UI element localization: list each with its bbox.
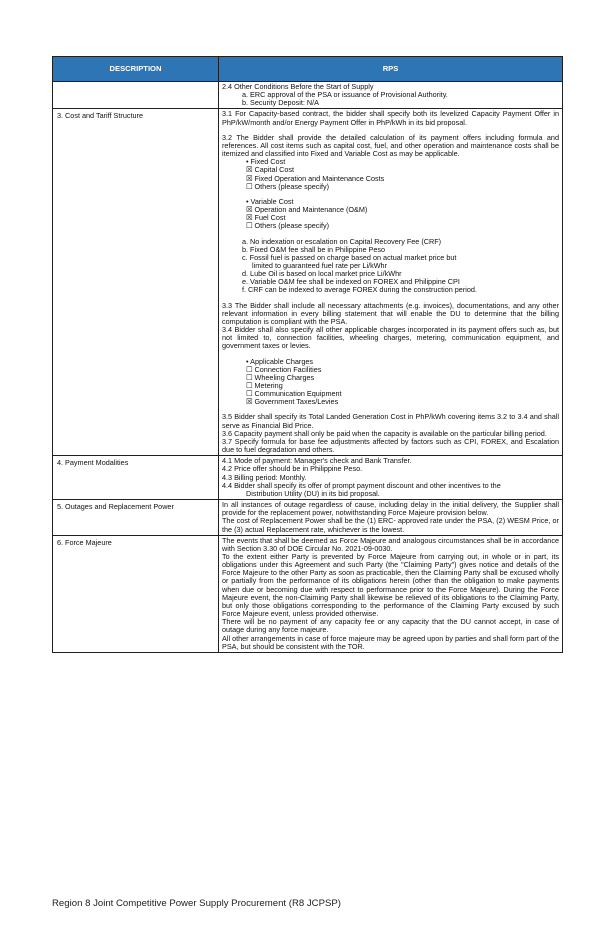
checkbox-item: ☐ Metering (246, 381, 283, 390)
note-item: d. Lube Oil is based on local market price Li/kWhr (242, 269, 402, 279)
condition-item: b. Security Deposit: N/A (242, 98, 319, 108)
row-description: 4. Payment Modalities (53, 456, 219, 500)
paragraph-3-6: 3.6 Capacity payment shall only be paid when the capacity is available on the particular billing period. (222, 428, 547, 438)
fixed-cost-heading: • Fixed Cost (246, 157, 286, 167)
document-page (52, 56, 562, 653)
checkbox-item: ☐ Wheeling Charges (246, 372, 315, 382)
table-row (53, 109, 563, 456)
replacement-cost-paragraph: The cost of Replacement Power shall be the (1) ERC- approved rate under the PSA, (2) WESM Price, or the (3) actual Replacement rate, whichever is the lowest. (222, 516, 559, 534)
row-description-empty (53, 82, 219, 109)
header-rps: RPS (219, 57, 563, 82)
note-item: b. Fixed O&M fee shall be in Philippine Peso (242, 244, 386, 254)
note-item: a. No indexation or escalation on Capital Recovery Fee (CRF) (242, 236, 442, 246)
row-content (219, 535, 563, 652)
rps-table (52, 56, 563, 653)
table-row (53, 456, 563, 500)
note-item: f. CRF can be indexed to average FOREX during the construction period. (242, 285, 477, 295)
paragraph-3-2: 3.2 The Bidder shall provide the detailed calculation of its payment offers including formula and references. All cost items such as capital cost, fuel, and other operation and maintenance costs shall be itemized and classified into Fixed and Variable Cost as may be applicable. (222, 132, 559, 159)
outage-paragraph: In all instances of outage regardless of cause, including delay in the initial delivery, the Supplier shall provide for the replacement power, notwithstanding Force Majeure provision below. (222, 500, 559, 518)
force-majeure-paragraph: There will be no payment of any capacity fee or any capacity that the DU cannot accept, in case of outage during any force majeure. (222, 617, 559, 635)
checkbox-item: ☐ Connection Facilities (246, 364, 322, 374)
page-footer: Region 8 Joint Competitive Power Supply Procurement (R8 JCPSP) (52, 898, 342, 909)
payment-item: 4.3 Billing period: Monthly. (222, 472, 307, 482)
checkbox-item: ☒ Fuel Cost (246, 213, 286, 223)
paragraph-3-4: 3.4 Bidder shall also specify all other applicable charges incorporated in its payment offers such as, but not limited to, connection facilities, wheeling charges, metering, communication equipment, and government taxes or levies. (222, 325, 559, 351)
force-majeure-paragraph: The events that shall be deemed as Force Majeure and analogous circumstances shall be in accordance with Section 3.30 of DOE Circular No. 2021-09-0030. (222, 535, 559, 553)
checkbox-item: ☒ Government Taxes/Levies (246, 397, 339, 407)
payment-item: 4.2 Price offer should be in Philippine Peso. (222, 464, 363, 474)
note-item: limited to guaranteed fuel rate per Li/kWhr (252, 260, 387, 270)
table-header-row (53, 57, 563, 82)
force-majeure-paragraph: To the extent either Party is prevented by Force Majeure from carrying out, in whole or in part, its obligations under this Agreement and such Party (the "Claiming Party") gives notice and details of the Force Majeure to the other Party as soon as practicable, then the Claiming Party shall be excused wholly or partially from the performance of its obligations herein (other than the obligation to make payments when due or becoming due with respect to performance prior to the Force Majeure). During the Force Majeure event, the non-Claiming Party shall likewise be relieved of its obligations to the Claiming Party, but only those obligations corresponding to the performance of the Claiming Party excused by such Force Majeure event, unless provided otherwise. (222, 551, 559, 619)
checkbox-item: ☐ Others (please specify) (246, 221, 330, 231)
table-row (53, 82, 563, 109)
row-description: 3. Cost and Tariff Structure (53, 109, 219, 456)
row-content (219, 82, 563, 109)
note-item: c. Fossil fuel is passed on charge based on actual market price but (242, 252, 457, 262)
force-majeure-paragraph: All other arrangements in case of force majeure may be agreed upon by parties and shall form part of the PSA, but should be consistent with the TOR. (222, 633, 559, 651)
checkbox-item: ☒ Capital Cost (246, 165, 295, 175)
checkbox-item: ☒ Fixed Operation and Maintenance Costs (246, 173, 385, 183)
paragraph-3-3: 3.3 The Bidder shall include all necessary attachments (e.g. invoices), documentations, and any other relevant information in every billing statement that will enable the DU to determine that the billing computation is compliant with the PSA. (222, 300, 559, 326)
note-item: e. Variable O&M fee shall be indexed on FOREX and Philippine CPI (242, 277, 460, 287)
condition-item: a. ERC approval of the PSA or issuance of Provisional Authority. (242, 90, 448, 100)
paragraph-3-5: 3.5 Bidder shall specify its Total Landed Generation Cost in PhP/kWh covering items 3.2 to 3.4 and shall serve as Financial Bid Price. (222, 412, 559, 430)
payment-item: 4.1 Mode of payment: Manager's check and Bank Transfer. (222, 456, 412, 466)
payment-item-continuation: Distribution Utility (DU) in its bid proposal. (246, 488, 380, 498)
condition-heading: 2.4 Other Conditions Before the Start of Supply (222, 82, 374, 91)
applicable-charges-heading: • Applicable Charges (246, 356, 314, 366)
checkbox-item: ☐ Others (please specify) (246, 181, 330, 191)
header-description: DESCRIPTION (53, 57, 219, 82)
row-content (219, 109, 563, 456)
payment-item: 4.4 Bidder shall specify its offer of prompt payment discount and other incentives to the (222, 480, 501, 490)
table-row (53, 500, 563, 536)
paragraph-3-1: 3.1 For Capacity-based contract, the bidder shall specify both its levelized Capacity Payment Offer in PhP/kW/month and/or Energy Payment Offer in PhP/kWh in its bid proposal. (222, 109, 559, 127)
checkbox-item: ☐ Communication Equipment (246, 389, 342, 399)
row-description: 5. Outages and Replacement Power (53, 500, 219, 536)
checkbox-item: ☒ Operation and Maintenance (O&M) (246, 205, 368, 215)
row-description: 6. Force Majeure (53, 535, 219, 652)
table-row (53, 535, 563, 652)
row-content (219, 500, 563, 536)
variable-cost-heading: • Variable Cost (246, 196, 294, 206)
paragraph-3-7: 3.7 Specify formula for base fee adjustments affected by factors such as CPI, FOREX, and Escalation due to fuel degradation and others. (222, 436, 559, 455)
row-content (219, 456, 563, 500)
